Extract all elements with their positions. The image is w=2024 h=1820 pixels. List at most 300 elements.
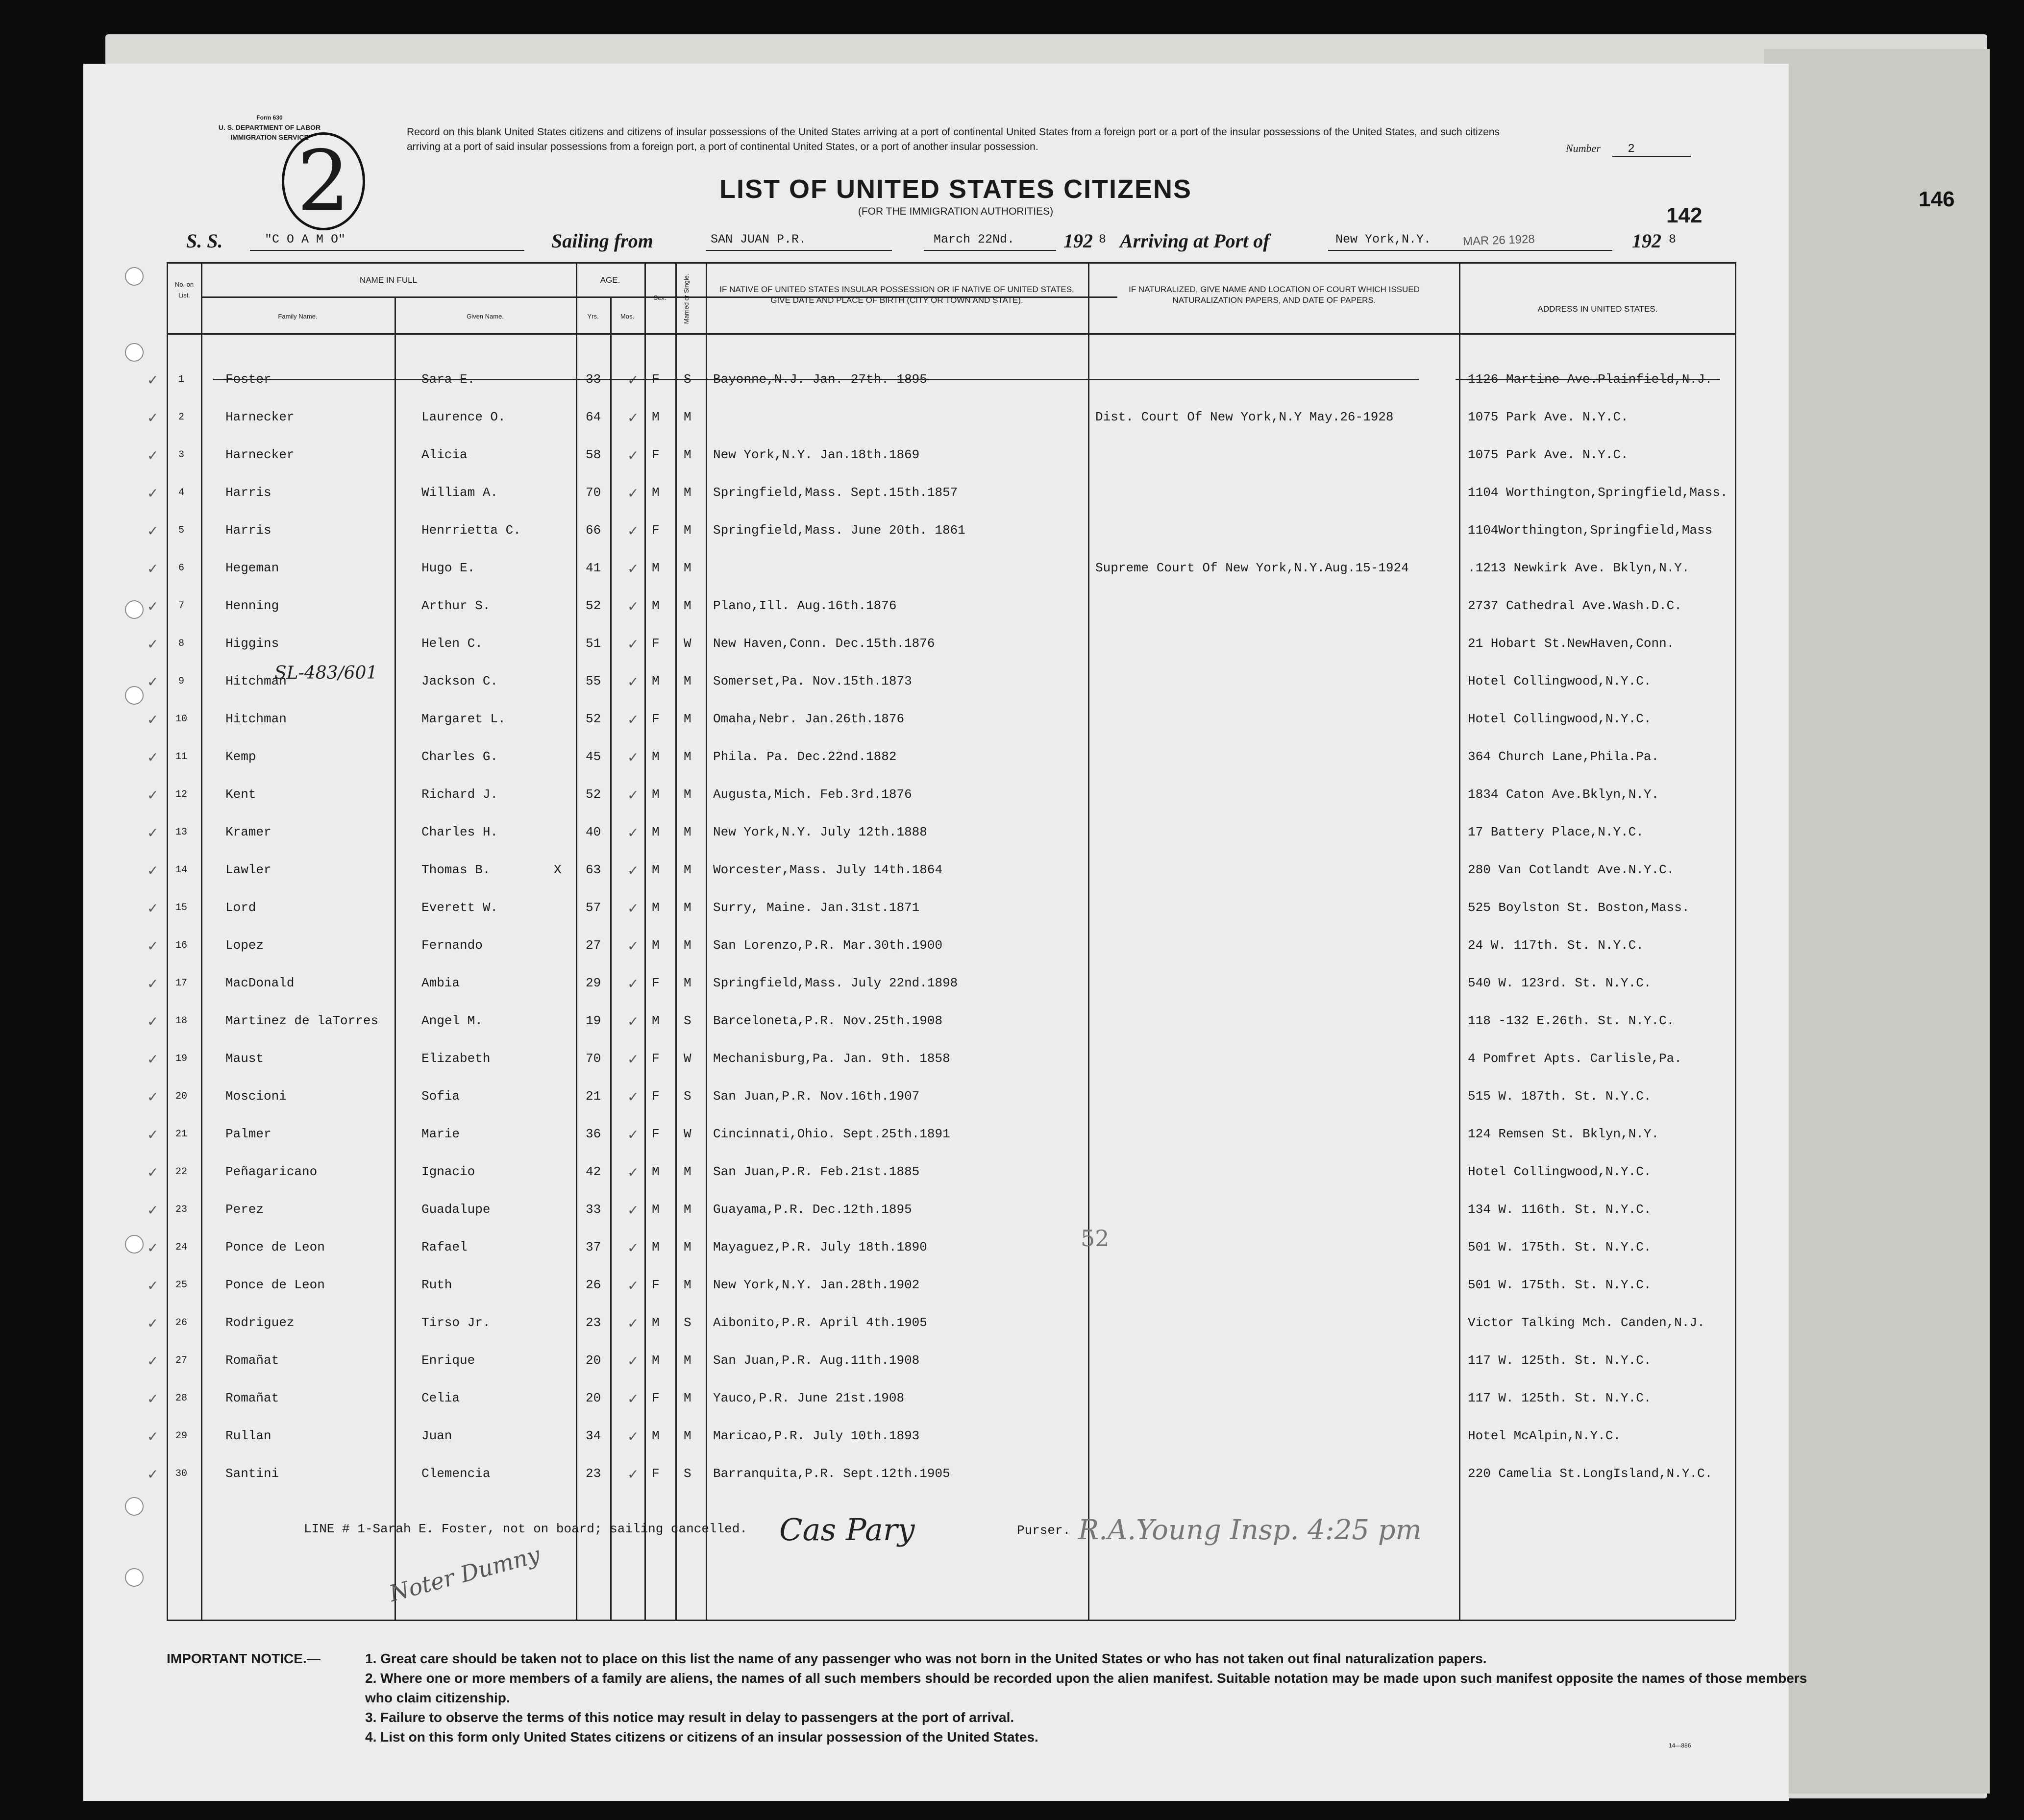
cell-family: Romañat bbox=[225, 1353, 279, 1368]
notice-item-1: 1. Great care should be taken not to place on this list the name of any passenger who was not born in the United States or who has not taken out final naturalization papers. bbox=[365, 1651, 1487, 1666]
check-mark: ✓ bbox=[147, 825, 159, 841]
arriving-label: Arriving at Port of bbox=[1120, 230, 1270, 252]
table-row bbox=[147, 436, 1735, 473]
check-mark: ✓ bbox=[147, 1353, 159, 1369]
row-number: 25 bbox=[175, 1279, 187, 1291]
col-no: No. on List. bbox=[174, 281, 194, 299]
row-number: 19 bbox=[175, 1053, 187, 1064]
cell-sex: F bbox=[652, 1051, 660, 1066]
table-row bbox=[147, 851, 1735, 888]
row-number: 2 bbox=[178, 412, 184, 423]
cell-sex: M bbox=[652, 749, 660, 764]
cell-yrs: 55 bbox=[586, 674, 601, 689]
check-mark: ✓ bbox=[627, 636, 639, 652]
check-mark: ✓ bbox=[627, 1127, 639, 1143]
table-row bbox=[147, 662, 1735, 700]
check-mark: ✓ bbox=[147, 1127, 159, 1143]
cell-birth: Bayonne,N.J. Jan. 27th. 1895 bbox=[713, 372, 927, 387]
check-mark: ✓ bbox=[147, 1315, 159, 1331]
cell-given: Everett W. bbox=[421, 900, 498, 915]
cell-addr: 4 Pomfret Apts. Carlisle,Pa. bbox=[1468, 1051, 1682, 1066]
department-name: U. S. DEPARTMENT OF LABOR bbox=[218, 123, 321, 131]
check-mark: ✓ bbox=[627, 1428, 639, 1445]
cell-given: Charles G. bbox=[421, 749, 498, 764]
cell-ms: M bbox=[684, 674, 691, 689]
cell-ms: W bbox=[684, 1051, 691, 1066]
cell-ms: M bbox=[684, 410, 691, 424]
cell-family: Hitchman bbox=[225, 712, 287, 726]
cell-sex: M bbox=[652, 1240, 660, 1254]
table-row bbox=[147, 360, 1735, 398]
cell-given: Juan bbox=[421, 1428, 452, 1443]
check-mark: ✓ bbox=[147, 749, 159, 765]
col-mos: Mos. bbox=[620, 313, 635, 320]
cell-birth: San Juan,P.R. Feb.21st.1885 bbox=[713, 1164, 920, 1179]
cell-family: Santini bbox=[225, 1466, 279, 1481]
cell-family: Moscioni bbox=[225, 1089, 287, 1104]
check-mark: ✓ bbox=[627, 976, 639, 992]
cell-addr: 501 W. 175th. St. N.Y.C. bbox=[1468, 1278, 1652, 1292]
check-mark: ✓ bbox=[147, 1013, 159, 1030]
citizens-table bbox=[147, 262, 1735, 1620]
table-row bbox=[147, 1077, 1735, 1115]
check-mark: ✓ bbox=[147, 862, 159, 879]
cell-sex: F bbox=[652, 1278, 660, 1292]
cell-family: Peñagaricano bbox=[225, 1164, 318, 1179]
cell-yrs: 45 bbox=[586, 749, 601, 764]
number-label: Number bbox=[1566, 142, 1601, 154]
check-mark: ✓ bbox=[627, 410, 639, 426]
punch-hole bbox=[125, 343, 144, 362]
cell-birth: Springfield,Mass. June 20th. 1861 bbox=[713, 523, 965, 538]
table-row bbox=[147, 775, 1735, 813]
row-number: 1 bbox=[178, 374, 184, 385]
cell-birth: San Juan,P.R. Nov.16th.1907 bbox=[713, 1089, 920, 1104]
form-identifier bbox=[147, 113, 392, 142]
cell-addr: .1213 Newkirk Ave. Bklyn,N.Y. bbox=[1468, 561, 1690, 575]
table-row bbox=[147, 1002, 1735, 1039]
cell-given: Angel M. bbox=[421, 1013, 483, 1028]
check-mark: ✓ bbox=[627, 1240, 639, 1256]
cell-given: Celia bbox=[421, 1391, 460, 1405]
check-mark: ✓ bbox=[147, 561, 159, 577]
cell-addr: 1834 Caton Ave.Bklyn,N.Y. bbox=[1468, 787, 1659, 802]
check-mark: ✓ bbox=[147, 485, 159, 501]
cell-ms: S bbox=[684, 1013, 691, 1028]
line-annotation: LINE # 1-Sarah E. Foster, not on board; sailing cancelled. bbox=[304, 1522, 747, 1536]
cell-addr: Hotel Collingwood,N.Y.C. bbox=[1468, 712, 1652, 726]
cell-ms: M bbox=[684, 1240, 691, 1254]
notice-heading: IMPORTANT NOTICE.— bbox=[167, 1651, 321, 1666]
cell-addr: 1104 Worthington,Springfield,Mass. bbox=[1468, 485, 1728, 500]
number-value: 2 bbox=[1628, 143, 1635, 156]
notice-item-3: 3. Failure to observe the terms of this notice may result in delay to passengers at the port of arrival. bbox=[365, 1710, 1014, 1725]
cell-sex: M bbox=[652, 485, 660, 500]
cell-birth: New York,N.Y. July 12th.1888 bbox=[713, 825, 927, 839]
cell-ms: M bbox=[684, 712, 691, 726]
check-mark: ✓ bbox=[147, 1089, 159, 1105]
cell-yrs: 20 bbox=[586, 1391, 601, 1405]
cell-given: Enrique bbox=[421, 1353, 475, 1368]
cell-sex: F bbox=[652, 523, 660, 538]
year-prefix: 192 bbox=[1063, 230, 1093, 252]
page-title: LIST OF UNITED STATES CITIZENS bbox=[719, 174, 1192, 204]
sailing-from-label: Sailing from bbox=[551, 230, 653, 252]
row-number: 20 bbox=[175, 1091, 187, 1102]
check-mark: ✓ bbox=[147, 1202, 159, 1218]
cell-birth: New York,N.Y. Jan.28th.1902 bbox=[713, 1278, 920, 1292]
cell-birth: Mayaguez,P.R. July 18th.1890 bbox=[713, 1240, 927, 1254]
cell-birth: Springfield,Mass. Sept.15th.1857 bbox=[713, 485, 958, 500]
cell-birth: Phila. Pa. Dec.22nd.1882 bbox=[713, 749, 897, 764]
check-mark: ✓ bbox=[627, 1278, 639, 1294]
cell-sex: M bbox=[652, 561, 660, 575]
check-mark: ✓ bbox=[627, 1164, 639, 1181]
table-row bbox=[147, 1190, 1735, 1228]
row-number: 15 bbox=[175, 902, 187, 913]
cell-birth: Barceloneta,P.R. Nov.25th.1908 bbox=[713, 1013, 943, 1028]
cell-yrs: 21 bbox=[586, 1089, 601, 1104]
check-mark: ✓ bbox=[147, 976, 159, 992]
check-mark: ✓ bbox=[627, 674, 639, 690]
col-birth: IF NATIVE OF UNITED STATES INSULAR POSSESSION OR IF NATIVE OF UNITED STATES, GIVE DATE AND PLACE OF BIRTH (CITY OR TOWN AND STATE). bbox=[719, 285, 1074, 305]
cell-sex: F bbox=[652, 1466, 660, 1481]
cell-birth: Worcester,Mass. July 14th.1864 bbox=[713, 862, 943, 877]
handwritten-note: Noter Dumny bbox=[386, 1541, 543, 1607]
form-number: Form 630 bbox=[256, 114, 283, 121]
cell-addr: 280 Van Cotlandt Ave.N.Y.C. bbox=[1468, 862, 1675, 877]
cell-birth: New Haven,Conn. Dec.15th.1876 bbox=[713, 636, 935, 651]
year-prefix-2: 192 bbox=[1632, 230, 1661, 252]
table-row bbox=[147, 888, 1735, 926]
col-name-in-full: NAME IN FULL bbox=[359, 275, 418, 285]
cell-family: Henning bbox=[225, 598, 279, 613]
service-name: IMMIGRATION SERVICE bbox=[230, 133, 309, 141]
cell-sex: F bbox=[652, 1089, 660, 1104]
cell-yrs: 70 bbox=[586, 1051, 601, 1066]
check-mark: ✓ bbox=[147, 1164, 159, 1181]
number-underline bbox=[1612, 156, 1691, 157]
cell-family: Rullan bbox=[225, 1428, 272, 1443]
cell-yrs: 42 bbox=[586, 1164, 601, 1179]
check-mark: ✓ bbox=[627, 561, 639, 577]
row-number: 10 bbox=[175, 713, 187, 725]
row-number: 3 bbox=[178, 449, 184, 461]
check-mark: ✓ bbox=[627, 485, 639, 501]
cell-addr: 540 W. 123rd. St. N.Y.C. bbox=[1468, 976, 1652, 990]
cell-birth: Yauco,P.R. June 21st.1908 bbox=[713, 1391, 905, 1405]
check-mark: ✓ bbox=[147, 900, 159, 916]
strike-line bbox=[1456, 379, 1720, 380]
year-digit: 8 bbox=[1099, 232, 1107, 246]
cell-ms: W bbox=[684, 1127, 691, 1141]
row-number: 30 bbox=[175, 1468, 187, 1479]
arrival-port: New York,N.Y. bbox=[1335, 232, 1432, 246]
cell-given: William A. bbox=[421, 485, 498, 500]
cell-addr: 1104Worthington,Springfield,Mass bbox=[1468, 523, 1713, 538]
cell-addr: 117 W. 125th. St. N.Y.C. bbox=[1468, 1353, 1652, 1368]
cell-addr: 117 W. 125th. St. N.Y.C. bbox=[1468, 1391, 1652, 1405]
row-number: 5 bbox=[178, 525, 184, 536]
check-mark: ✓ bbox=[627, 1051, 639, 1067]
page-number-146: 146 bbox=[1919, 187, 1955, 211]
row-number: 6 bbox=[178, 563, 184, 574]
purser-signature: Cas Pary bbox=[779, 1512, 915, 1548]
cell-sex: M bbox=[652, 862, 660, 877]
cell-sex: F bbox=[652, 976, 660, 990]
cell-family: Foster bbox=[225, 372, 272, 387]
table-row bbox=[147, 624, 1735, 662]
row-number: 29 bbox=[175, 1430, 187, 1442]
cell-given: Richard J. bbox=[421, 787, 498, 802]
cell-given: Elizabeth bbox=[421, 1051, 491, 1066]
cell-sex: M bbox=[652, 1164, 660, 1179]
cell-family: Kramer bbox=[225, 825, 272, 839]
number-field bbox=[1566, 142, 1635, 156]
back-page-edge bbox=[1764, 49, 1990, 1794]
cell-nat: Supreme Court Of New York,N.Y.Aug.15-1924 bbox=[1095, 561, 1409, 575]
row-number: 18 bbox=[175, 1015, 187, 1027]
cell-sex: F bbox=[652, 372, 660, 387]
cell-family: Kemp bbox=[225, 749, 256, 764]
cell-ms: M bbox=[684, 787, 691, 802]
cell-given: Sara E. bbox=[421, 372, 475, 387]
cell-family: Maust bbox=[225, 1051, 264, 1066]
cell-addr: 21 Hobart St.NewHaven,Conn. bbox=[1468, 636, 1675, 651]
cell-sex: M bbox=[652, 1013, 660, 1028]
cell-sex: M bbox=[652, 410, 660, 424]
cell-given: Hugo E. bbox=[421, 561, 475, 575]
check-mark: ✓ bbox=[627, 1466, 639, 1482]
cell-birth: Somerset,Pa. Nov.15th.1873 bbox=[713, 674, 912, 689]
cell-given: Laurence O. bbox=[421, 410, 506, 424]
cell-birth: Aibonito,P.R. April 4th.1905 bbox=[713, 1315, 927, 1330]
check-mark: ✓ bbox=[147, 787, 159, 803]
cell-family: Harris bbox=[225, 523, 272, 538]
cell-yrs: 64 bbox=[586, 410, 601, 424]
cell-given: Arthur S. bbox=[421, 598, 491, 613]
row-number: 14 bbox=[175, 864, 187, 876]
cell-sex: M bbox=[652, 1202, 660, 1217]
cell-birth: Omaha,Nebr. Jan.26th.1876 bbox=[713, 712, 905, 726]
check-mark: ✓ bbox=[147, 636, 159, 652]
punch-hole bbox=[125, 1497, 144, 1516]
cell-addr: 501 W. 175th. St. N.Y.C. bbox=[1468, 1240, 1652, 1254]
table-row bbox=[147, 1341, 1735, 1379]
table-row bbox=[147, 964, 1735, 1002]
cell-given: Marie bbox=[421, 1127, 460, 1141]
cell-sex: F bbox=[652, 1391, 660, 1405]
check-mark: ✓ bbox=[627, 447, 639, 464]
row-number: 22 bbox=[175, 1166, 187, 1178]
table-row bbox=[147, 1379, 1735, 1417]
cell-ms: M bbox=[684, 1391, 691, 1405]
col-married-single: Married or Single. bbox=[683, 273, 690, 324]
cell-yrs: 57 bbox=[586, 900, 601, 915]
cell-ms: M bbox=[684, 598, 691, 613]
table-row bbox=[147, 1266, 1735, 1304]
cell-ms: M bbox=[684, 825, 691, 839]
cell-addr: 17 Battery Place,N.Y.C. bbox=[1468, 825, 1644, 839]
cell-birth: Augusta,Mich. Feb.3rd.1876 bbox=[713, 787, 912, 802]
cell-ms: M bbox=[684, 862, 691, 877]
cell-birth: Barranquita,P.R. Sept.12th.1905 bbox=[713, 1466, 950, 1481]
table-row bbox=[147, 813, 1735, 851]
row-number: 26 bbox=[175, 1317, 187, 1328]
cell-sex: M bbox=[652, 1428, 660, 1443]
cell-given: Charles H. bbox=[421, 825, 498, 839]
circled-number: 2 bbox=[282, 132, 365, 230]
cell-family: Hitchman bbox=[225, 674, 287, 689]
col-age: AGE. bbox=[600, 275, 620, 285]
handwritten-file-number: SL-483/601 bbox=[274, 663, 378, 683]
purser-label: Purser. bbox=[1017, 1523, 1071, 1538]
cell-family: Perez bbox=[225, 1202, 264, 1217]
row-number: 28 bbox=[175, 1393, 187, 1404]
cell-given: Ruth bbox=[421, 1278, 452, 1292]
page-number-142: 142 bbox=[1666, 203, 1703, 227]
cell-sex: F bbox=[652, 712, 660, 726]
cell-birth: New York,N.Y. Jan.18th.1869 bbox=[713, 447, 920, 462]
row-number: 11 bbox=[175, 751, 187, 762]
punch-hole bbox=[125, 267, 144, 286]
row-number: 16 bbox=[175, 940, 187, 951]
cell-yrs: 29 bbox=[586, 976, 601, 990]
check-mark: ✓ bbox=[627, 523, 639, 539]
cell-given: Rafael bbox=[421, 1240, 468, 1254]
cell-yrs: 58 bbox=[586, 447, 601, 462]
cell-sex: M bbox=[652, 1353, 660, 1368]
check-mark: ✓ bbox=[627, 938, 639, 954]
ss-label: S. S. bbox=[186, 230, 223, 252]
cell-yrs: 63 bbox=[586, 862, 601, 877]
cell-ms: M bbox=[684, 1164, 691, 1179]
check-mark: ✓ bbox=[627, 787, 639, 803]
cell-ms: M bbox=[684, 749, 691, 764]
cell-birth: Springfield,Mass. July 22nd.1898 bbox=[713, 976, 958, 990]
cell-addr: 364 Church Lane,Phila.Pa. bbox=[1468, 749, 1659, 764]
cell-given: Alicia bbox=[421, 447, 468, 462]
cell-nat: Dist. Court Of New York,N.Y May.26-1928 bbox=[1095, 410, 1394, 424]
cell-addr: Hotel McAlpin,N.Y.C. bbox=[1468, 1428, 1621, 1443]
cell-yrs: 33 bbox=[586, 372, 601, 387]
row-number: 7 bbox=[178, 600, 184, 612]
check-mark: ✓ bbox=[147, 1466, 159, 1482]
cell-yrs: 26 bbox=[586, 1278, 601, 1292]
cell-ms: M bbox=[684, 1428, 691, 1443]
cell-family: Harnecker bbox=[225, 447, 295, 462]
cell-addr: 515 W. 187th. St. N.Y.C. bbox=[1468, 1089, 1652, 1104]
row-number: 17 bbox=[175, 978, 187, 989]
cell-ms: M bbox=[684, 485, 691, 500]
check-mark: ✓ bbox=[147, 712, 159, 728]
punch-hole bbox=[125, 1568, 144, 1587]
check-mark: ✓ bbox=[627, 825, 639, 841]
cell-birth: Plano,Ill. Aug.16th.1876 bbox=[713, 598, 897, 613]
check-mark: ✓ bbox=[147, 1428, 159, 1445]
row-number: 12 bbox=[175, 789, 187, 800]
sailing-from-value: SAN JUAN P.R. bbox=[711, 232, 807, 246]
row-number: 21 bbox=[175, 1129, 187, 1140]
cell-family: Palmer bbox=[225, 1127, 272, 1141]
cell-addr: 2737 Cathedral Ave.Wash.D.C. bbox=[1468, 598, 1682, 613]
cell-addr: 24 W. 117th. St. N.Y.C. bbox=[1468, 938, 1644, 953]
form-instructions: Record on this blank United States citizens and citizens of insular possessions of the United States arriving at a port of continental United States from a foreign port or a port of the insular possessions of the United States, and such citizens arriving at a port of said insular possessions from a foreign port, a port of continental United States, or a port of another insular possession. bbox=[407, 126, 1500, 152]
cell-given: Tirso Jr. bbox=[421, 1315, 491, 1330]
cell-given: Fernando bbox=[421, 938, 483, 953]
page-subtitle: (FOR THE IMMIGRATION AUTHORITIES) bbox=[858, 206, 1054, 217]
cell-family: Lopez bbox=[225, 938, 264, 953]
notice-item-4: 4. List on this form only United States citizens or citizens of an insular possession of the United States. bbox=[365, 1729, 1038, 1745]
check-mark: ✓ bbox=[627, 900, 639, 916]
cell-family: Lord bbox=[225, 900, 256, 915]
cell-sex: M bbox=[652, 787, 660, 802]
cell-given: Thomas B. bbox=[421, 862, 491, 877]
cell-yrs: 51 bbox=[586, 636, 601, 651]
cell-given: Henrrietta C. bbox=[421, 523, 521, 538]
punch-hole bbox=[125, 600, 144, 619]
cell-yrs: 37 bbox=[586, 1240, 601, 1254]
cell-ms: M bbox=[684, 523, 691, 538]
notice-item-2: 2. Where one or more members of a family are aliens, the names of all such members should be recorded upon the alien manifest. Suitable notation may be made upon such manifest opposite the names of those members who claim citizenship. bbox=[365, 1671, 1807, 1705]
cell-sex: M bbox=[652, 1315, 660, 1330]
cell-yrs: 34 bbox=[586, 1428, 601, 1443]
cell-family: Rodriguez bbox=[225, 1315, 295, 1330]
col-given-name: Given Name. bbox=[467, 313, 504, 320]
check-mark: ✓ bbox=[627, 1315, 639, 1331]
form-code: 14—886 bbox=[1669, 1742, 1691, 1749]
cell-family: Higgins bbox=[225, 636, 279, 651]
cell-sex: F bbox=[652, 447, 660, 462]
table-row bbox=[147, 1304, 1735, 1341]
cell-family: Harris bbox=[225, 485, 272, 500]
cell-given: Ignacio bbox=[421, 1164, 475, 1179]
cell-ms: M bbox=[684, 900, 691, 915]
cell-addr: 118 -132 E.26th. St. N.Y.C. bbox=[1468, 1013, 1675, 1028]
cell-given: Guadalupe bbox=[421, 1202, 491, 1217]
col-address: ADDRESS IN UNITED STATES. bbox=[1537, 304, 1658, 314]
table-row bbox=[147, 398, 1735, 436]
cell-ms: M bbox=[684, 976, 691, 990]
table-row bbox=[147, 511, 1735, 549]
date-stamp: MAR 26 1928 bbox=[1462, 232, 1535, 248]
cell-yrs: 20 bbox=[586, 1353, 601, 1368]
cell-family: Lawler bbox=[225, 862, 272, 877]
table-row bbox=[147, 1115, 1735, 1153]
cell-sex: M bbox=[652, 825, 660, 839]
table-row bbox=[147, 1417, 1735, 1454]
check-mark: ✓ bbox=[147, 1278, 159, 1294]
cell-yrs: 52 bbox=[586, 787, 601, 802]
table-row bbox=[147, 926, 1735, 964]
table-row bbox=[147, 1228, 1735, 1266]
check-mark: ✓ bbox=[627, 1391, 639, 1407]
check-mark: ✓ bbox=[627, 862, 639, 879]
row-number: 27 bbox=[175, 1355, 187, 1366]
cell-addr: 124 Remsen St. Bklyn,N.Y. bbox=[1468, 1127, 1659, 1141]
cell-ms: M bbox=[684, 1202, 691, 1217]
col-yrs: Yrs. bbox=[587, 313, 599, 320]
cell-ms: M bbox=[684, 1353, 691, 1368]
cell-family: Romañat bbox=[225, 1391, 279, 1405]
cell-given: Helen C. bbox=[421, 636, 483, 651]
cell-yrs: 23 bbox=[586, 1466, 601, 1481]
table-row bbox=[147, 738, 1735, 775]
table-row bbox=[147, 1153, 1735, 1190]
row-number: 24 bbox=[175, 1242, 187, 1253]
row-number: 4 bbox=[178, 487, 184, 498]
year-digit-2: 8 bbox=[1669, 232, 1677, 246]
